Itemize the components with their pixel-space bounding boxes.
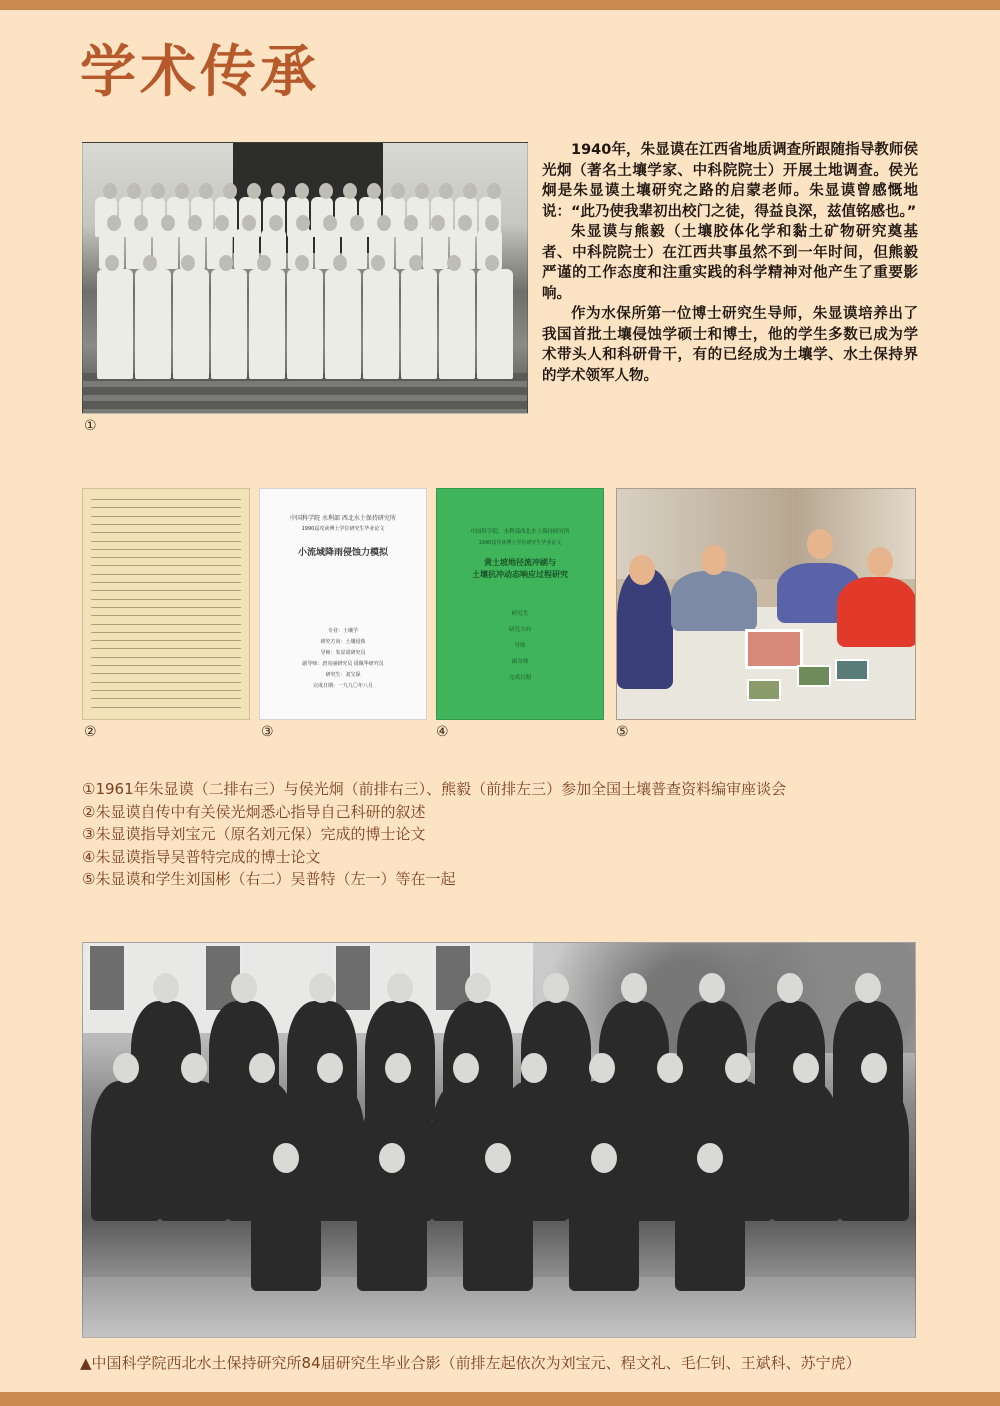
thesis-field-row: 完成日期 — [508, 675, 531, 681]
handwriting-line — [91, 607, 241, 608]
person-head — [271, 183, 285, 199]
person — [569, 1171, 639, 1291]
person-head — [621, 973, 647, 1003]
handwriting-line — [91, 541, 241, 542]
thesis-org — [260, 513, 426, 522]
person-head — [113, 1053, 139, 1083]
body-paragraph: 1940年，朱显谟在江西省地质调查所跟随指导教师侯光炯（著名土壤学家、中科院院士）开展土地调查。侯光炯是朱显谟土壤研究之路的启蒙老师。朱显谟曾感慨地说：“此乃使我辈初出校门之徒，得益良深，兹值铭感也。” — [542, 142, 918, 220]
thesis-field-row: 副导师：唐克丽研究员 周佩华研究员 — [302, 661, 384, 667]
photo-zhu-with-students — [616, 488, 916, 720]
page-title: 学术传承 — [80, 40, 320, 105]
handwriting-line — [91, 673, 241, 674]
person — [211, 269, 247, 379]
person — [423, 229, 448, 269]
specimen-box — [745, 629, 803, 669]
person — [91, 1081, 161, 1221]
caption-item: ②朱显谟自传中有关侯光炯悉心指导自己科研的叙述 — [82, 802, 426, 821]
person-head — [589, 1053, 615, 1083]
person — [325, 269, 361, 379]
person-head — [367, 183, 381, 199]
person — [249, 269, 285, 379]
handwriting-line — [91, 648, 241, 649]
caption-item: ④朱显谟指导吴普特完成的博士论文 — [82, 847, 321, 866]
person — [357, 1171, 427, 1291]
thesis-year-line: 1990届攻读博士学位研究生毕业论文 — [478, 540, 562, 546]
person-head — [219, 255, 233, 271]
person — [251, 1171, 321, 1291]
handwriting-line — [91, 665, 241, 666]
photo-number-5: ⑤ — [616, 724, 629, 740]
photo-thesis-liu — [259, 488, 427, 720]
photo-1961-group — [82, 142, 528, 414]
person-head — [485, 255, 499, 271]
person — [463, 1171, 533, 1291]
handwriting-line — [91, 590, 241, 591]
face — [807, 529, 833, 559]
handwriting-line — [91, 507, 241, 508]
thesis-field-row: 副导师 — [511, 659, 529, 665]
photo-number-2: ② — [84, 724, 97, 740]
handwriting-line — [91, 565, 241, 566]
person-head — [199, 183, 213, 199]
person-head — [181, 255, 195, 271]
handwriting-line — [91, 615, 241, 616]
photo-handwritten-autobiography — [82, 488, 250, 720]
person-head — [175, 183, 189, 199]
person-head — [295, 255, 309, 271]
photo-print — [797, 665, 831, 687]
handwriting-line — [91, 549, 241, 550]
thesis-title-line: 黄土坡地径流冲刷与 — [484, 558, 556, 567]
window — [87, 943, 127, 1013]
photo-print — [835, 659, 869, 681]
person-head — [151, 183, 165, 199]
person-head — [323, 215, 337, 231]
person-head — [439, 183, 453, 199]
handwriting-line — [91, 499, 241, 500]
handwriting-line — [91, 698, 241, 699]
person-head — [415, 183, 429, 199]
handwriting-line — [91, 532, 241, 533]
thesis-org-line: 中国科学院 — [290, 515, 321, 522]
person-head — [223, 183, 237, 199]
thesis-title-line: 土壤抗冲动态响应过程研究 — [472, 570, 568, 579]
handwriting-line — [91, 657, 241, 658]
thesis-org: 中国科学院、水利部西北水土保持研究所 — [470, 529, 570, 535]
person-head — [309, 973, 335, 1003]
person-head — [777, 973, 803, 1003]
person — [287, 269, 323, 379]
person — [477, 269, 513, 379]
person-head — [350, 215, 364, 231]
thesis-field-row: 研究方向 — [508, 627, 531, 633]
person-head — [699, 973, 725, 1003]
person — [363, 269, 399, 379]
handwriting-line — [91, 690, 241, 691]
person-head — [404, 215, 418, 231]
bottom-caption-text: 中国科学院西北水土保持研究所84届研究生毕业合影（前排左起依次为刘宝元、程文礼、毛仁钊、王斌科、苏宁虎） — [91, 1354, 861, 1372]
person-head — [458, 215, 472, 231]
photo-number-1: ① — [84, 418, 97, 434]
thesis-field-row: 研究方向：土壤侵蚀 — [320, 639, 366, 645]
person-head — [725, 1053, 751, 1083]
thesis-field-row: 导师 — [514, 643, 526, 649]
face — [701, 545, 727, 575]
person-head — [269, 215, 283, 231]
thesis-field-row: 研究生：刘宝保 — [325, 672, 361, 678]
person — [159, 1081, 229, 1221]
handwriting-line — [91, 632, 241, 633]
person-head — [333, 255, 347, 271]
person — [439, 269, 475, 379]
person-head — [371, 255, 385, 271]
thesis-field-row: 专业：土壤学 — [327, 628, 358, 634]
person-head — [409, 255, 423, 271]
person-head — [453, 1053, 479, 1083]
person-head — [215, 215, 229, 231]
person-head — [161, 215, 175, 231]
caption-item: ①1961年朱显谟（二排右三）与侯光炯（前排右三）、熊毅（前排左三）参加全国土壤普查资料编审座谈会 — [82, 780, 787, 798]
person-head — [247, 183, 261, 199]
triangle-marker: ▲ — [80, 1354, 92, 1372]
person-head — [543, 973, 569, 1003]
person — [839, 1081, 909, 1221]
person-head — [231, 973, 257, 1003]
handwriting-line — [91, 516, 241, 517]
person — [173, 269, 209, 379]
window — [333, 943, 373, 1013]
bottom-band — [0, 1392, 1000, 1406]
person — [401, 269, 437, 379]
person-head — [249, 1053, 275, 1083]
person — [771, 1081, 841, 1221]
person-head — [387, 973, 413, 1003]
photo-1984-graduates — [82, 942, 916, 1338]
person-head — [463, 183, 477, 199]
photo-number-4: ④ — [436, 724, 449, 740]
person-head — [295, 183, 309, 199]
person-head — [107, 215, 121, 231]
caption-item: ⑤朱显谟和学生刘国彬（右二）吴普特（左一）等在一起 — [82, 870, 456, 888]
handwriting-line — [91, 707, 241, 708]
thesis-org-line: 水利部 — [321, 515, 340, 522]
person-head — [377, 215, 391, 231]
person-head — [343, 183, 357, 199]
face — [867, 547, 893, 577]
person-right — [837, 577, 916, 647]
face — [629, 555, 655, 585]
person-head — [317, 1053, 343, 1083]
person-head — [521, 1053, 547, 1083]
photo-print — [747, 679, 781, 701]
building-steps — [83, 373, 527, 413]
person-head — [431, 215, 445, 231]
person-head — [103, 183, 117, 199]
handwriting-line — [91, 599, 241, 600]
person-head — [485, 215, 499, 231]
person-head — [657, 1053, 683, 1083]
person-head — [485, 1143, 511, 1173]
handwriting-line — [91, 624, 241, 625]
person-head — [793, 1053, 819, 1083]
person-head — [379, 1143, 405, 1173]
body-paragraph: 作为水保所第一位博士研究生导师，朱显谟培养出了我国首批土壤侵蚀学硕士和博士，他的学生多数已成为学术带头人和科研骨干，有的已经成为土壤学、水土保持界的学术领军人物。 — [542, 306, 918, 384]
person-head — [296, 215, 310, 231]
top-band — [0, 0, 1000, 10]
handwriting-line — [91, 524, 241, 525]
person-left — [617, 569, 673, 689]
person-head — [447, 255, 461, 271]
person-head — [188, 215, 202, 231]
thesis-org-line: 西北水土保持研究所 — [341, 515, 396, 522]
caption-list — [82, 778, 902, 891]
person — [97, 269, 133, 379]
caption-item: ③朱显谟指导刘宝元（原名刘元保）完成的博士论文 — [82, 825, 426, 843]
thesis-year-line: 1990届攻读博士学位研究生毕业论文 — [301, 526, 385, 532]
thesis-title: 小流域降雨侵蚀力模拟 — [297, 548, 388, 558]
person-head — [487, 183, 501, 199]
handwriting-line — [91, 682, 241, 683]
person-head — [153, 973, 179, 1003]
person-head — [143, 255, 157, 271]
person-head — [385, 1053, 411, 1083]
thesis-field-row: 完成日期：一九九〇年八月 — [312, 683, 373, 689]
photo-number-3: ③ — [261, 724, 274, 740]
person-head — [697, 1143, 723, 1173]
body-text — [542, 140, 918, 386]
person-head — [855, 973, 881, 1003]
person — [675, 1171, 745, 1291]
thesis-field-row: 导师：朱显谟研究员 — [320, 650, 366, 656]
handwriting-line — [91, 582, 241, 583]
handwriting-line — [91, 557, 241, 558]
person — [234, 229, 259, 269]
person-head — [465, 973, 491, 1003]
person-head — [134, 215, 148, 231]
person-head — [591, 1143, 617, 1173]
handwriting-line — [91, 640, 241, 641]
bottom-caption — [80, 1352, 940, 1373]
person-head — [273, 1143, 299, 1173]
person-head — [181, 1053, 207, 1083]
person-head — [105, 255, 119, 271]
person-head — [127, 183, 141, 199]
photo-thesis-wu — [436, 488, 604, 720]
body-paragraph: 朱显谟与熊毅（土壤胶体化学和黏土矿物研究奠基者、中科院院士）在江西共事虽然不到一年时间，但熊毅严谨的工作态度和注重实践的科学精神对他产生了重要影响。 — [542, 224, 918, 302]
person — [135, 269, 171, 379]
thesis-field-row: 研究生 — [511, 611, 529, 617]
person-head — [391, 183, 405, 199]
person-head — [861, 1053, 887, 1083]
handwriting-line — [91, 574, 241, 575]
person-head — [319, 183, 333, 199]
person-head — [257, 255, 271, 271]
person-elder — [671, 571, 757, 631]
person-head — [242, 215, 256, 231]
